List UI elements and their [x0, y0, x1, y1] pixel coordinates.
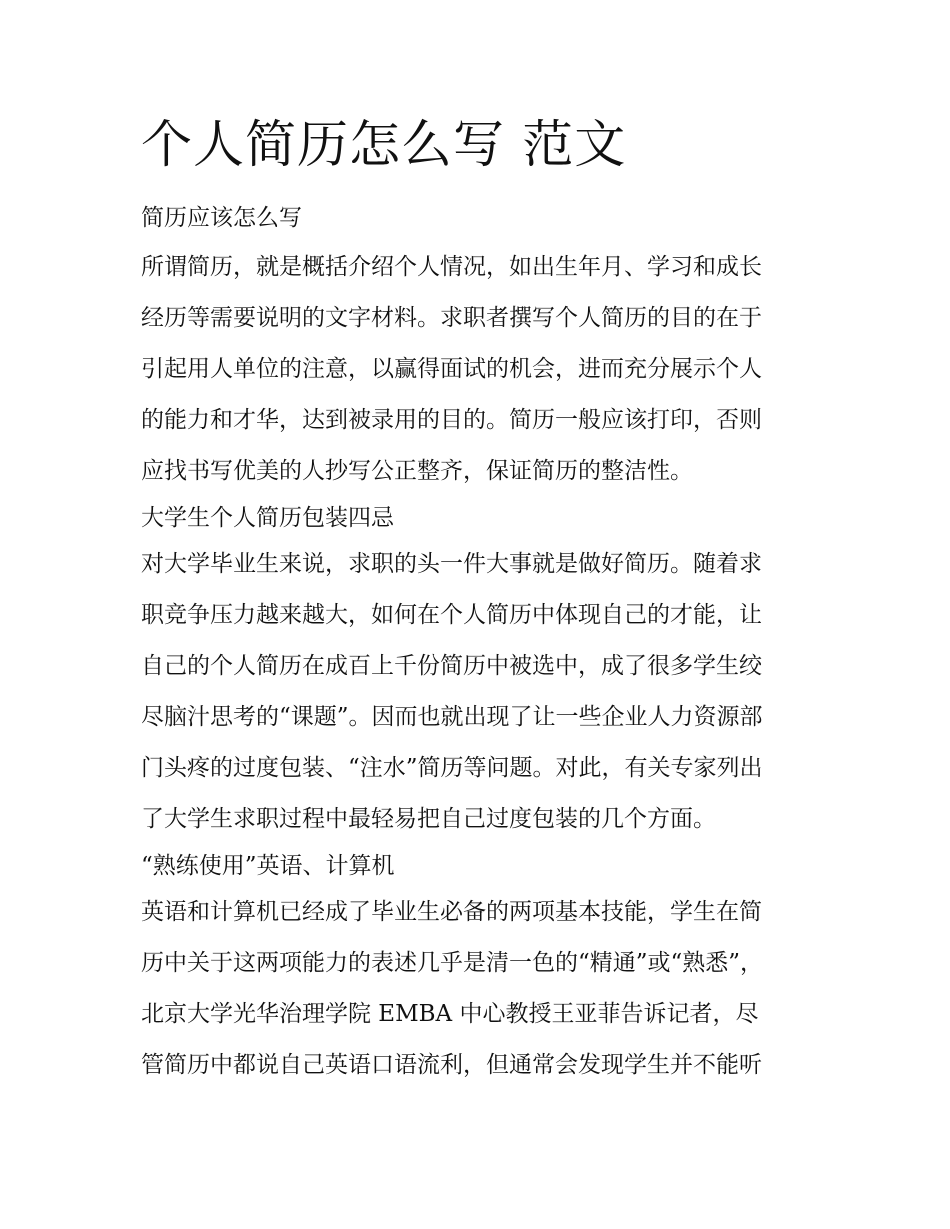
paragraph-line: 英语和计算机已经成了毕业生必备的两项基本技能，学生在简	[141, 899, 762, 925]
paragraph-line: 北京大学光华治理学院 EMBA 中心教授王亚菲告诉记者，尽	[141, 1001, 759, 1027]
paragraph-line: 尽脑汁思考的“课题”。因而也就出现了让一些企业人力资源部	[141, 704, 763, 730]
paragraph-line: 历中关于这两项能力的表述几乎是清一色的“精通”或“熟悉”，	[141, 950, 764, 976]
section-paragraph	[141, 887, 813, 1091]
paragraph-line: 的能力和才华，达到被录用的目的。简历一般应该打印，否则	[141, 407, 762, 433]
paragraph-line: 经历等需要说明的文字材料。求职者撰写个人简历的目的在于	[141, 305, 762, 331]
document-title: 个人简历怎么写 范文	[141, 116, 627, 175]
paragraph-line: 对大学毕业生来说，求职的头一件大事就是做好简历。随着求	[141, 551, 762, 577]
section-heading: “熟练使用”英语、计算机	[141, 853, 395, 879]
section-heading: 大学生个人简历包装四忌	[141, 505, 394, 531]
section-heading: 简历应该怎么写	[141, 205, 302, 231]
paragraph-line: 门头疼的过度包装、“注水”简历等问题。对此，有关专家列出	[141, 755, 763, 781]
document-body	[141, 116, 813, 1091]
paragraph-line: 自己的个人简历在成百上千份简历中被选中，成了很多学生绞	[141, 653, 762, 679]
section-paragraph	[141, 242, 813, 497]
section-paragraph	[141, 539, 813, 845]
paragraph-line: 管简历中都说自己英语口语流利，但通常会发现学生并不能听	[141, 1052, 762, 1078]
paragraph-line: 所谓简历，就是概括介绍个人情况，如出生年月、学习和成长	[141, 254, 762, 280]
paragraph-line: 引起用人单位的注意，以赢得面试的机会，进而充分展示个人	[141, 356, 762, 382]
paragraph-line: 了大学生求职过程中最轻易把自己过度包装的几个方面。	[141, 806, 716, 832]
paragraph-line: 应找书写优美的人抄写公正整齐，保证简历的整洁性。	[141, 458, 693, 484]
paragraph-line: 职竞争压力越来越大，如何在个人简历中体现自己的才能，让	[141, 602, 762, 628]
